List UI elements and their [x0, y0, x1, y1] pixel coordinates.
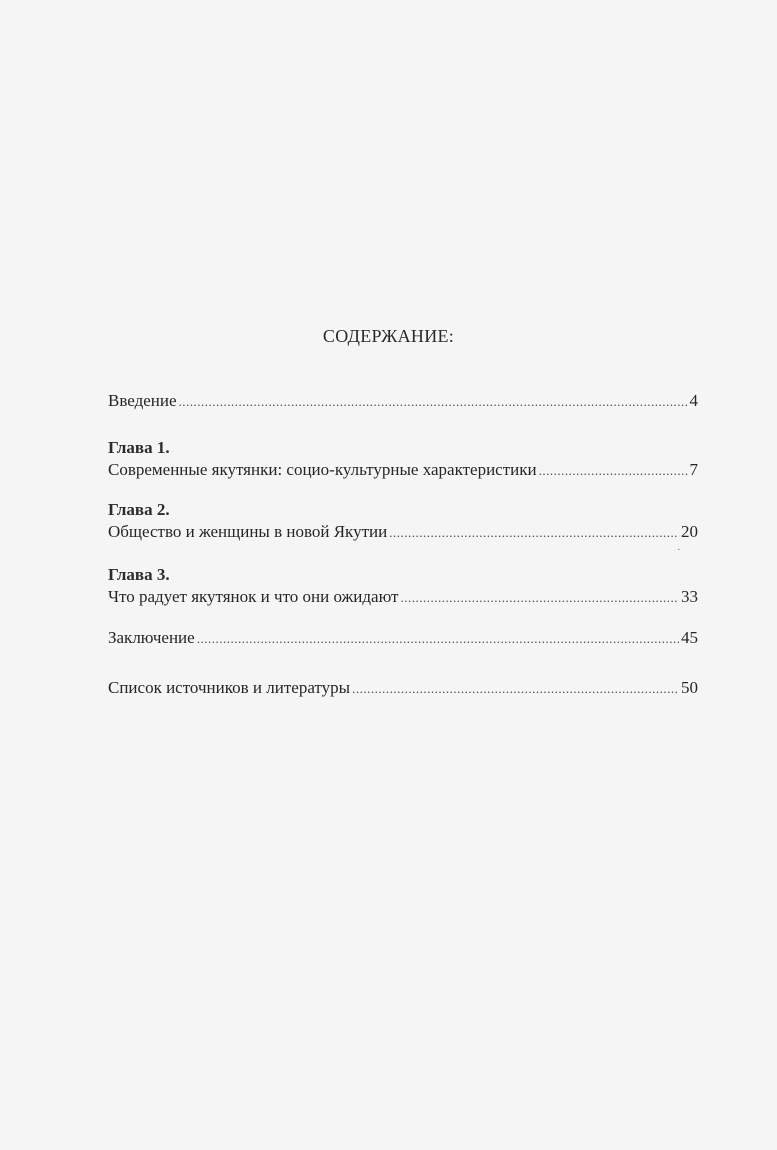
scan-speck: ˙: [677, 547, 681, 559]
toc-page-number: 50: [681, 678, 698, 697]
chapter-label: Глава 2.: [108, 500, 170, 519]
toc-line: [108, 390, 698, 412]
toc-entry-introduction: [108, 390, 698, 412]
toc-line: [108, 586, 698, 608]
dot-leader: [539, 460, 688, 482]
dot-leader: [352, 678, 679, 700]
dot-leader: [197, 628, 679, 650]
toc-entry-text: Современные якутянки: социо-культурные характеристики: [108, 460, 537, 479]
toc-entry-chapter-2: [108, 499, 698, 543]
toc-entry-text: Общество и женщины в новой Якутии: [108, 522, 388, 541]
toc-page-number: 7: [689, 460, 698, 479]
toc-entry-chapter-1: [108, 437, 698, 481]
toc-line: [108, 677, 698, 699]
toc-line: [108, 459, 698, 481]
toc-entry-text: Список источников и литературы: [108, 678, 351, 697]
toc-page-number: 45: [681, 628, 698, 647]
dot-leader: [389, 522, 679, 544]
toc-entry-text: Заключение: [108, 628, 195, 647]
toc-title: СОДЕРЖАНИЕ:: [322, 326, 455, 346]
toc-page-number: 33: [681, 587, 698, 606]
dot-leader: [179, 391, 688, 413]
toc-entry-text: Что радует якутянок и что они ожидают: [108, 587, 399, 606]
chapter-label: Глава 3.: [108, 565, 170, 584]
toc-line: [108, 521, 698, 543]
toc-entry-conclusion: [108, 627, 698, 649]
toc-entry-text: Введение: [108, 391, 177, 410]
toc-entry-references: [108, 677, 698, 699]
toc-entry-chapter-3: [108, 564, 698, 608]
dot-leader: [401, 587, 680, 609]
toc-page-number: 4: [689, 391, 698, 410]
toc-line: [108, 627, 698, 649]
chapter-label: Глава 1.: [108, 438, 170, 457]
toc-page-number: 20: [681, 522, 698, 541]
